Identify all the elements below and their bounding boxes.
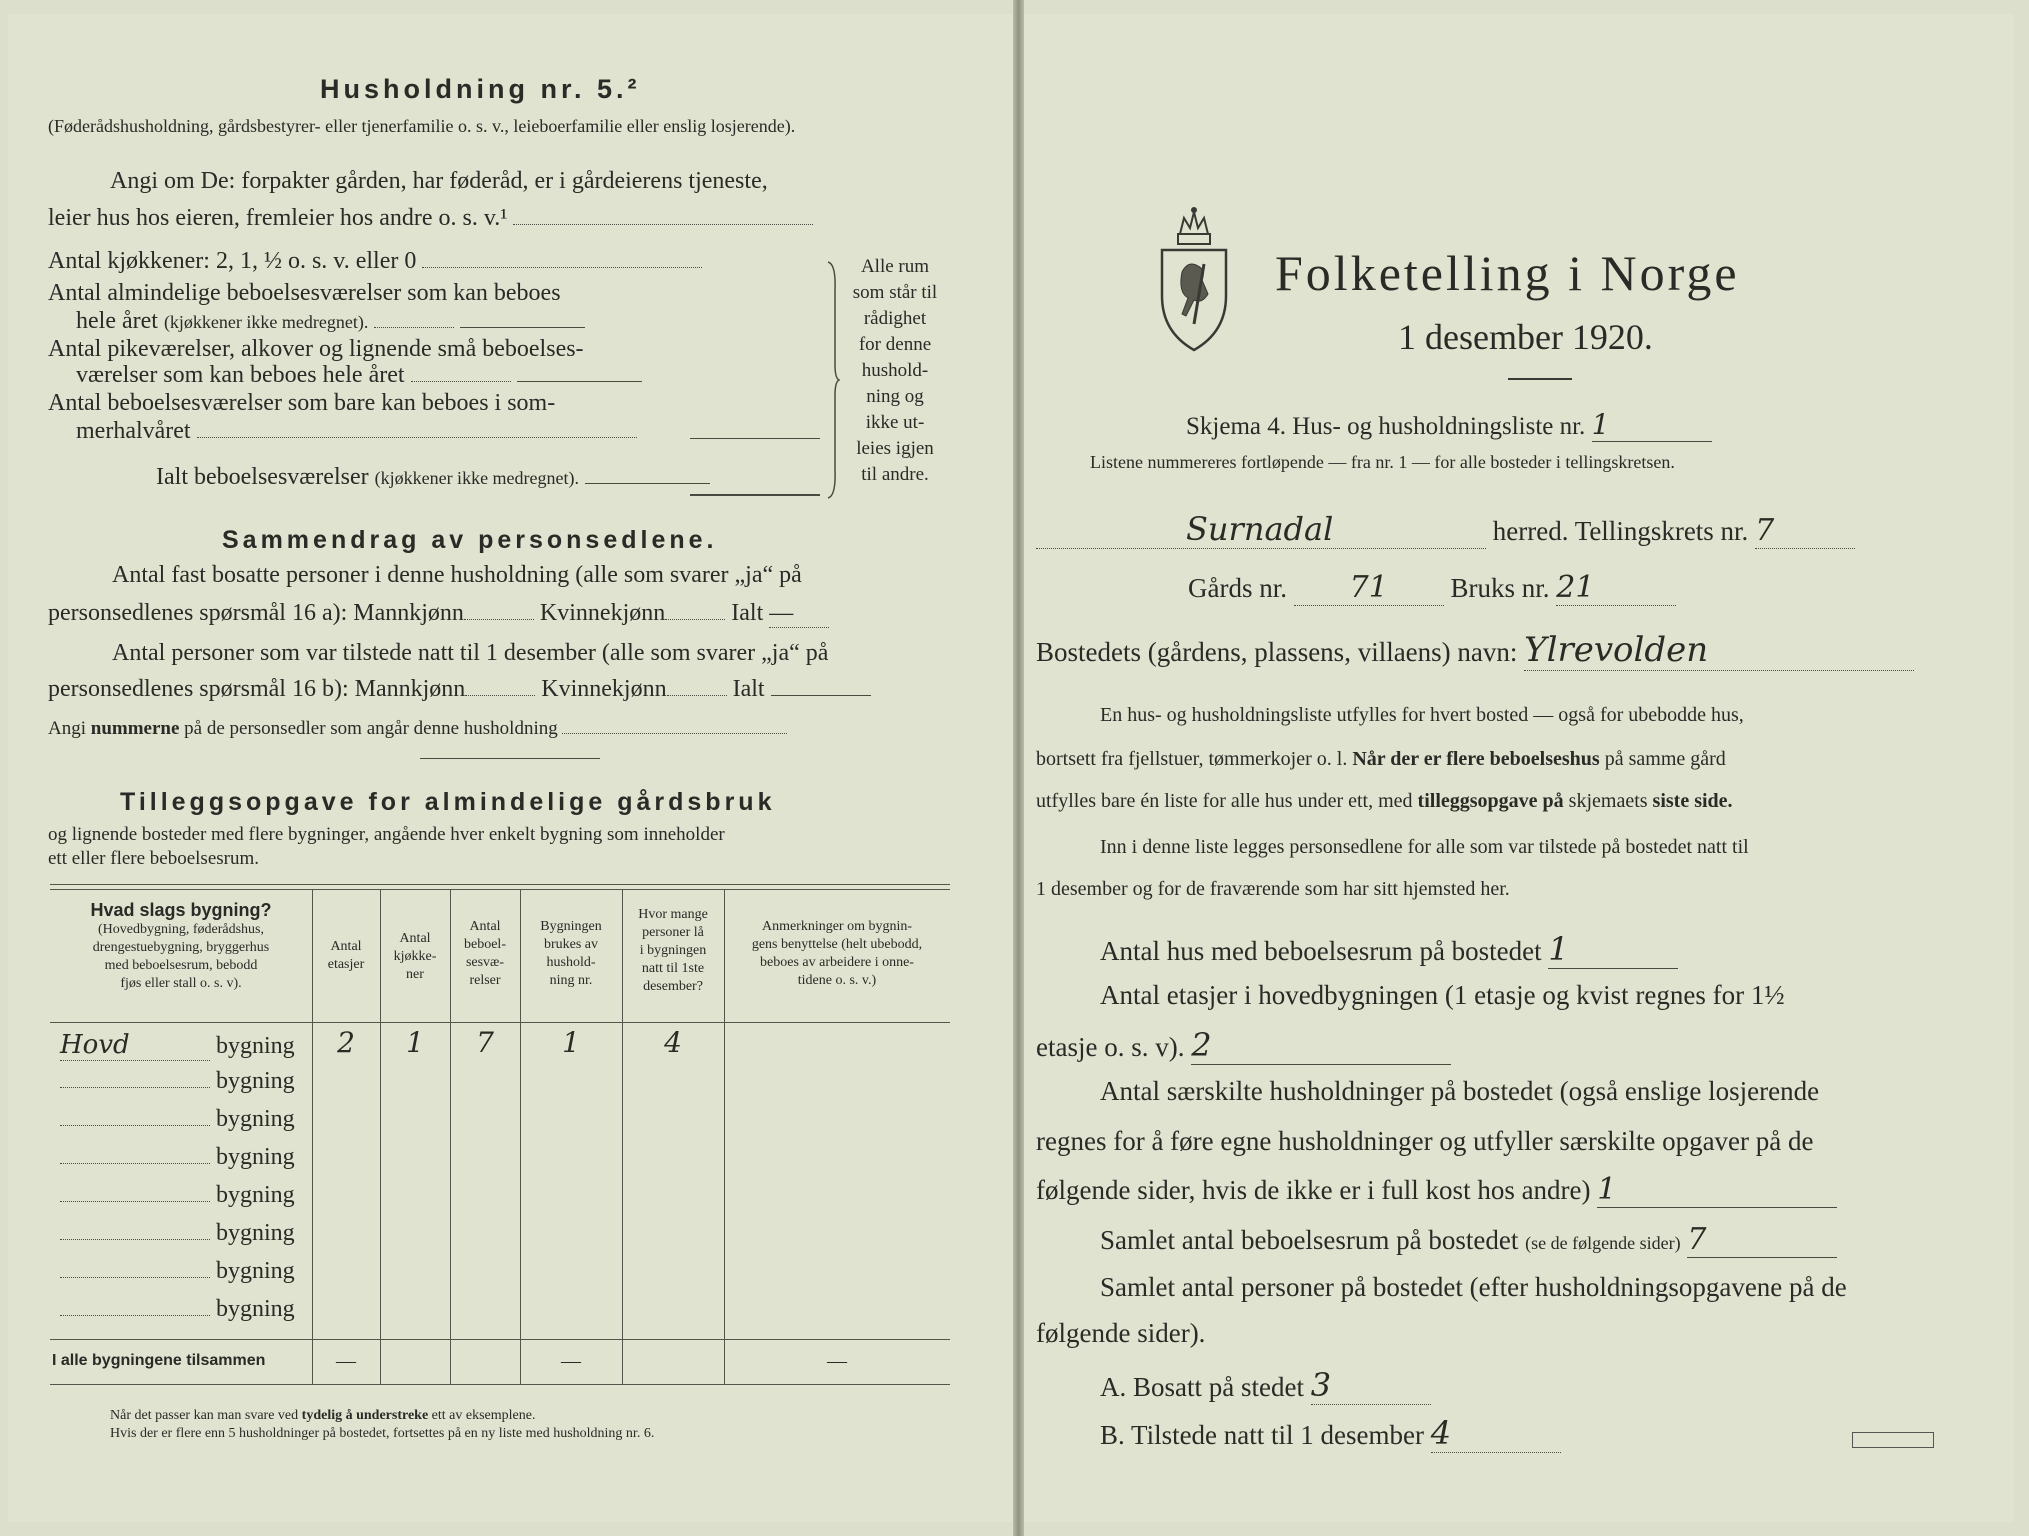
persons-head-line: Hvor mange [638, 907, 708, 922]
maid-rooms-2-text: værelser som kan beboes hele året [76, 362, 405, 388]
rooms-year-dots [374, 327, 454, 328]
total-remarks-dash: — [827, 1350, 847, 1372]
q-resident [1100, 1366, 1431, 1405]
numbers-pre: Angi [48, 718, 86, 739]
row-1-household: 1 [562, 1026, 580, 1059]
addendum-title: Tilleggsopgave for almindelige gårdsbruk [120, 788, 776, 816]
row-label: bygning [216, 1144, 295, 1170]
kitchens-label [48, 248, 702, 275]
main-title: Folketelling i Norge [1275, 245, 1740, 301]
row-label: bygning [216, 1182, 295, 1208]
maid-rooms-dots [411, 381, 511, 382]
herred-name: Surnadal [1036, 510, 1486, 549]
household-head-line: brukes av [543, 937, 599, 952]
household-head-line: hushold- [546, 955, 596, 970]
numbers-bold: nummerne [90, 718, 180, 739]
summary-a-1: Antal fast bosatte personer i denne husholdning (alle som svarer „ja“ på [112, 562, 802, 588]
total-a-label: Ialt [731, 600, 764, 626]
q-floors-2 [1036, 1026, 1451, 1065]
table-col-floors-head [312, 938, 380, 974]
total-rooms-line [585, 483, 710, 484]
table-col-household-head [520, 918, 622, 990]
bosted-line [1036, 630, 1914, 671]
gards-label: Gårds nr. [1188, 573, 1287, 603]
remarks-head-line: tidene o. s. v.) [797, 973, 877, 988]
q-resident-value: 3 [1311, 1366, 1431, 1405]
numbers-post: på de personsedler som angår denne husholdning [184, 718, 558, 739]
building-head-sub: med beboelsesrum, bebodd [104, 958, 258, 973]
row-building-line [60, 1163, 210, 1164]
bruks-number: 21 [1556, 570, 1676, 606]
table-top-rule [50, 884, 950, 885]
instr-2-post: på samme gård [1604, 748, 1726, 770]
summary-b-1: Antal personer som var tilstede natt til 1 desember (alle som svarer „ja“ på [112, 640, 829, 666]
row-building-line [60, 1125, 210, 1126]
section-divider [420, 758, 600, 759]
rooms-year-1: Antal almindelige beboelsesværelser som kan beboes [48, 280, 561, 306]
q-households-3 [1036, 1172, 1837, 1208]
table-row [60, 1296, 295, 1323]
total-rooms [156, 464, 710, 491]
row-1-building-type: Hovd [60, 1030, 210, 1061]
rooms-head-line: sesvæ- [465, 955, 505, 970]
q-present-label: B. Tilstede natt til 1 desember [1100, 1420, 1424, 1450]
row-building-line [60, 1087, 210, 1088]
summer-rooms-1: Antal beboelsesværelser som bare kan beboes i som- [48, 390, 556, 416]
table-row [60, 1106, 295, 1133]
remarks-head-line: Anmerkninger om bygnin- [761, 919, 913, 934]
instr-2-pre: bortsett fra fjellstuer, tømmerkojer o. l. [1036, 748, 1348, 770]
female-a-line [665, 619, 725, 620]
row-label: bygning [216, 1033, 295, 1059]
census-date: 1 desember 1920. [1398, 317, 1653, 357]
instr-3-bold: tilleggsopgave på [1417, 790, 1564, 812]
table-total-label: I alle bygningene tilsammen [52, 1352, 266, 1369]
q-houses-text: Antal hus med beboelsesrum på bostedet [1100, 936, 1542, 966]
row-label: bygning [216, 1296, 295, 1322]
bracket-note-line: rådighet [863, 308, 927, 329]
q-houses [1100, 930, 1678, 969]
rooms-head-line: Antal [469, 919, 501, 934]
instr-3-pre: utfylles bare én liste for alle hus under ett, med [1036, 790, 1413, 812]
q-present [1100, 1414, 1561, 1453]
coat-of-arms-icon [1152, 204, 1236, 354]
row-1-rooms: 7 [476, 1026, 494, 1059]
building-head-sub: fjøs eller stall o. s. v). [120, 976, 242, 991]
bracket-note-line: for denne [858, 334, 932, 355]
summer-rooms-dots [197, 437, 637, 438]
table-row [60, 1144, 295, 1171]
bruks-label: Bruks nr. [1450, 573, 1550, 603]
curly-brace [826, 260, 840, 500]
table-col-rooms-head [450, 918, 520, 990]
total-rooms-note: (kjøkkener ikke medregnet). [374, 468, 580, 488]
household-title: Husholdning nr. 5.² [320, 74, 641, 104]
page-fold [1013, 0, 1024, 1536]
footnote-1-pre: Når det passer kan man svare ved [110, 1408, 299, 1423]
table-top-rule-2 [50, 889, 950, 890]
q-persons-2: følgende sider). [1036, 1318, 1206, 1348]
table-total-rule [50, 1339, 950, 1340]
summary-a-2-text: personsedlenes spørsmål 16 a): Mannkjønn [48, 600, 464, 626]
instruction-4: Inn i denne liste legges personsedlene for alle som var tilstede på bostedet natt til [1100, 836, 1749, 858]
persons-head-line: natt til 1ste [641, 961, 705, 976]
herred-label: herred. [1492, 516, 1569, 546]
summary-b-2 [48, 676, 871, 703]
row-label: bygning [216, 1106, 295, 1132]
summer-rooms-2 [76, 418, 637, 445]
q-persons-1: Samlet antal personer på bostedet (efter husholdningsopgavene på de [1100, 1272, 1847, 1302]
row-1-persons: 4 [664, 1026, 682, 1059]
footnote-1-post: ett av eksemplene. [431, 1408, 536, 1423]
summary-title: Sammendrag av personsedlene. [222, 526, 718, 554]
total-b-line [771, 695, 871, 696]
gards-number: 71 [1294, 570, 1444, 606]
instr-3-mid: skjemaets [1568, 790, 1648, 812]
title-rule [1508, 378, 1572, 380]
q-rooms-note: (se de følgende sider) [1525, 1233, 1681, 1253]
bracket-note-line: leies igjen [856, 438, 934, 459]
herred-line [1036, 510, 1855, 549]
bracket-note-line: ning og [866, 386, 924, 407]
household-head-line: Bygningen [540, 919, 602, 934]
q-floors-1: Antal etasjer i hovedbygningen (1 etasje og kvist regnes for 1½ [1100, 980, 1785, 1010]
total-household-dash: — [561, 1350, 581, 1372]
rooms-head-line: relser [469, 973, 501, 988]
bracket-note [840, 254, 950, 488]
q-rooms-text: Samlet antal beboelsesrum på bostedet [1100, 1225, 1519, 1255]
table-row-1 [60, 1030, 295, 1061]
rooms-year-2 [76, 308, 585, 335]
bracket-note-line: Alle rum [860, 256, 930, 277]
instruction-2 [1036, 748, 1726, 771]
remarks-head-line: gens benyttelse (helt ubebodd, [751, 937, 923, 952]
listene-note: Listene nummereres fortløpende — fra nr. 1 — for alle bosteder i tellingskretsen. [1090, 452, 1675, 472]
kitchens-line [422, 267, 702, 268]
q-resident-label: A. Bosatt på stedet [1100, 1372, 1304, 1402]
row-building-line [60, 1315, 210, 1316]
instruction-3 [1036, 790, 1733, 813]
kitchens-head-line: ner [406, 967, 424, 982]
summer-rooms-line [690, 438, 820, 439]
table-row [60, 1068, 295, 1095]
maid-rooms-2 [76, 362, 642, 389]
q-households-1: Antal særskilte husholdninger på bostedet (også enslige losjerende [1100, 1076, 1820, 1106]
rooms-year-line [460, 327, 585, 328]
building-head-title: Hvad slags bygning? [90, 900, 272, 920]
total-a-line [769, 600, 829, 628]
instruction-5: 1 desember og for de fraværende som har sitt hjemsted her. [1036, 878, 1510, 900]
household-subtitle: (Føderådshusholdning, gårdsbestyrer- eller tjenerfamilie o. s. v., leieboerfamilie eller enslig losjerende). [48, 116, 796, 136]
row-1-floors: 2 [337, 1026, 355, 1059]
table-header-rule [50, 1022, 950, 1023]
summer-rooms-2-text: merhalvåret [76, 418, 191, 444]
q-floors-value: 2 [1191, 1026, 1451, 1065]
row-building-line [60, 1239, 210, 1240]
table-col-persons-head [622, 906, 724, 996]
schema-line [1186, 408, 1712, 442]
bosted-name: Ylrevolden [1524, 630, 1914, 671]
q-rooms-value: 7 [1687, 1222, 1837, 1258]
footnote-1-bold: tydelig å understreke [301, 1408, 429, 1423]
printer-stamp [1852, 1432, 1934, 1448]
remarks-head-line: beboes av arbeidere i onne- [760, 955, 914, 970]
instr-2-bold: Når der er flere beboelseshus [1352, 748, 1600, 770]
krets-number: 7 [1755, 513, 1855, 549]
maid-rooms-1: Antal pikeværelser, alkover og lignende små beboelses- [48, 336, 584, 362]
angi-line-1: Angi om De: forpakter gården, har føderåd, er i gårdeierens tjeneste, [110, 168, 768, 194]
bracket-note-line: ikke ut- [865, 412, 925, 433]
angi-line-2-text: leier hus hos eieren, fremleier hos andre o. s. v.¹ [48, 205, 508, 231]
bracket-note-line: som står til [852, 282, 938, 303]
numbers-line [48, 718, 787, 740]
total-rooms-text: Ialt beboelsesværelser [156, 464, 369, 490]
kitchens-head-line: Antal [399, 931, 431, 946]
q-households-2: regnes for å føre egne husholdninger og utfyller særskilte opgaver på de [1036, 1126, 1814, 1156]
instruction-1: En hus- og husholdningsliste utfylles for hvert bosted — også for ubebodde hus, [1100, 704, 1744, 726]
schema-text: Skjema 4. Hus- og husholdningsliste nr. [1186, 413, 1586, 440]
kitchens-head-line: kjøkke- [393, 949, 437, 964]
numbers-line-answer [562, 733, 787, 734]
persons-head-line: personer lå [642, 925, 704, 940]
q-present-value: 4 [1431, 1414, 1561, 1453]
summary-b-2-text: personsedlenes spørsmål 16 b): Mannkjønn [48, 676, 466, 702]
total-rooms-double-line [690, 494, 820, 496]
building-head-sub: drengestuebygning, bryggerhus [92, 940, 270, 955]
row-building-line [60, 1201, 210, 1202]
table-row [60, 1182, 295, 1209]
bracket-note-line: hushold- [861, 360, 929, 381]
male-b-line [465, 695, 535, 696]
q-floors-text: etasje o. s. v). [1036, 1032, 1185, 1062]
q-households-text: følgende sider, hvis de ikke er i full kost hos andre) [1036, 1175, 1591, 1205]
bracket-note-line: til andre. [861, 464, 929, 485]
male-a-line [464, 619, 534, 620]
q-houses-value: 1 [1548, 930, 1678, 969]
q-households-value: 1 [1597, 1172, 1837, 1208]
total-a-value: — [769, 600, 794, 626]
footnote-1 [110, 1408, 535, 1424]
q-rooms [1100, 1222, 1837, 1258]
total-floors-dash: — [336, 1350, 356, 1372]
rooms-head-line: beboel- [464, 937, 506, 952]
addendum-sub-2: ett eller flere beboelsesrum. [48, 848, 260, 869]
summary-a-2 [48, 600, 829, 628]
addendum-sub-1: og lignende bosteder med flere bygninger, angående hver enkelt bygning som inneholder [48, 824, 725, 845]
list-number: 1 [1592, 408, 1712, 442]
household-head-line: ning nr. [549, 973, 593, 988]
bosted-label: Bostedets (gårdens, plassens, villaens) navn: [1036, 637, 1518, 667]
rooms-year-2-text: hele året [76, 308, 158, 334]
krets-label: Tellingskrets nr. [1574, 516, 1749, 546]
angi-answer-line [513, 224, 813, 225]
table-col-building-head [50, 900, 312, 993]
row-1-kitchens: 1 [406, 1026, 424, 1059]
building-head-sub: (Hovedbygning, føderådshus, [97, 922, 265, 937]
row-building-line [60, 1277, 210, 1278]
total-b-label: Ialt [732, 676, 765, 702]
female-b-label: Kvinnekjønn [541, 676, 667, 702]
row-label: bygning [216, 1258, 295, 1284]
female-b-line [667, 695, 727, 696]
floors-head-line: Antal [330, 939, 362, 954]
maid-rooms-line [517, 381, 642, 382]
footnote-2: Hvis der er flere enn 5 husholdninger på bostedet, fortsettes på en ny liste med husholdning nr. 6. [110, 1426, 655, 1441]
table-col-kitchens-head [380, 930, 450, 984]
gards-line [1188, 570, 1676, 606]
kitchens-text: Antal kjøkkener: 2, 1, ½ o. s. v. eller 0 [48, 248, 417, 274]
floors-head-line: etasjer [327, 957, 365, 972]
female-a-label: Kvinnekjønn [539, 600, 666, 626]
rooms-year-note: (kjøkkener ikke medregnet). [163, 312, 369, 332]
table-row [60, 1258, 295, 1285]
table-bottom-rule [50, 1384, 950, 1385]
table-row [60, 1220, 295, 1247]
instr-3-bold2: siste side. [1652, 790, 1733, 812]
row-label: bygning [216, 1068, 295, 1094]
table-col-remarks-head [724, 918, 950, 990]
persons-head-line: i bygningen [639, 943, 707, 958]
row-label: bygning [216, 1220, 295, 1246]
angi-line-2 [48, 205, 813, 232]
persons-head-line: desember? [643, 979, 703, 994]
